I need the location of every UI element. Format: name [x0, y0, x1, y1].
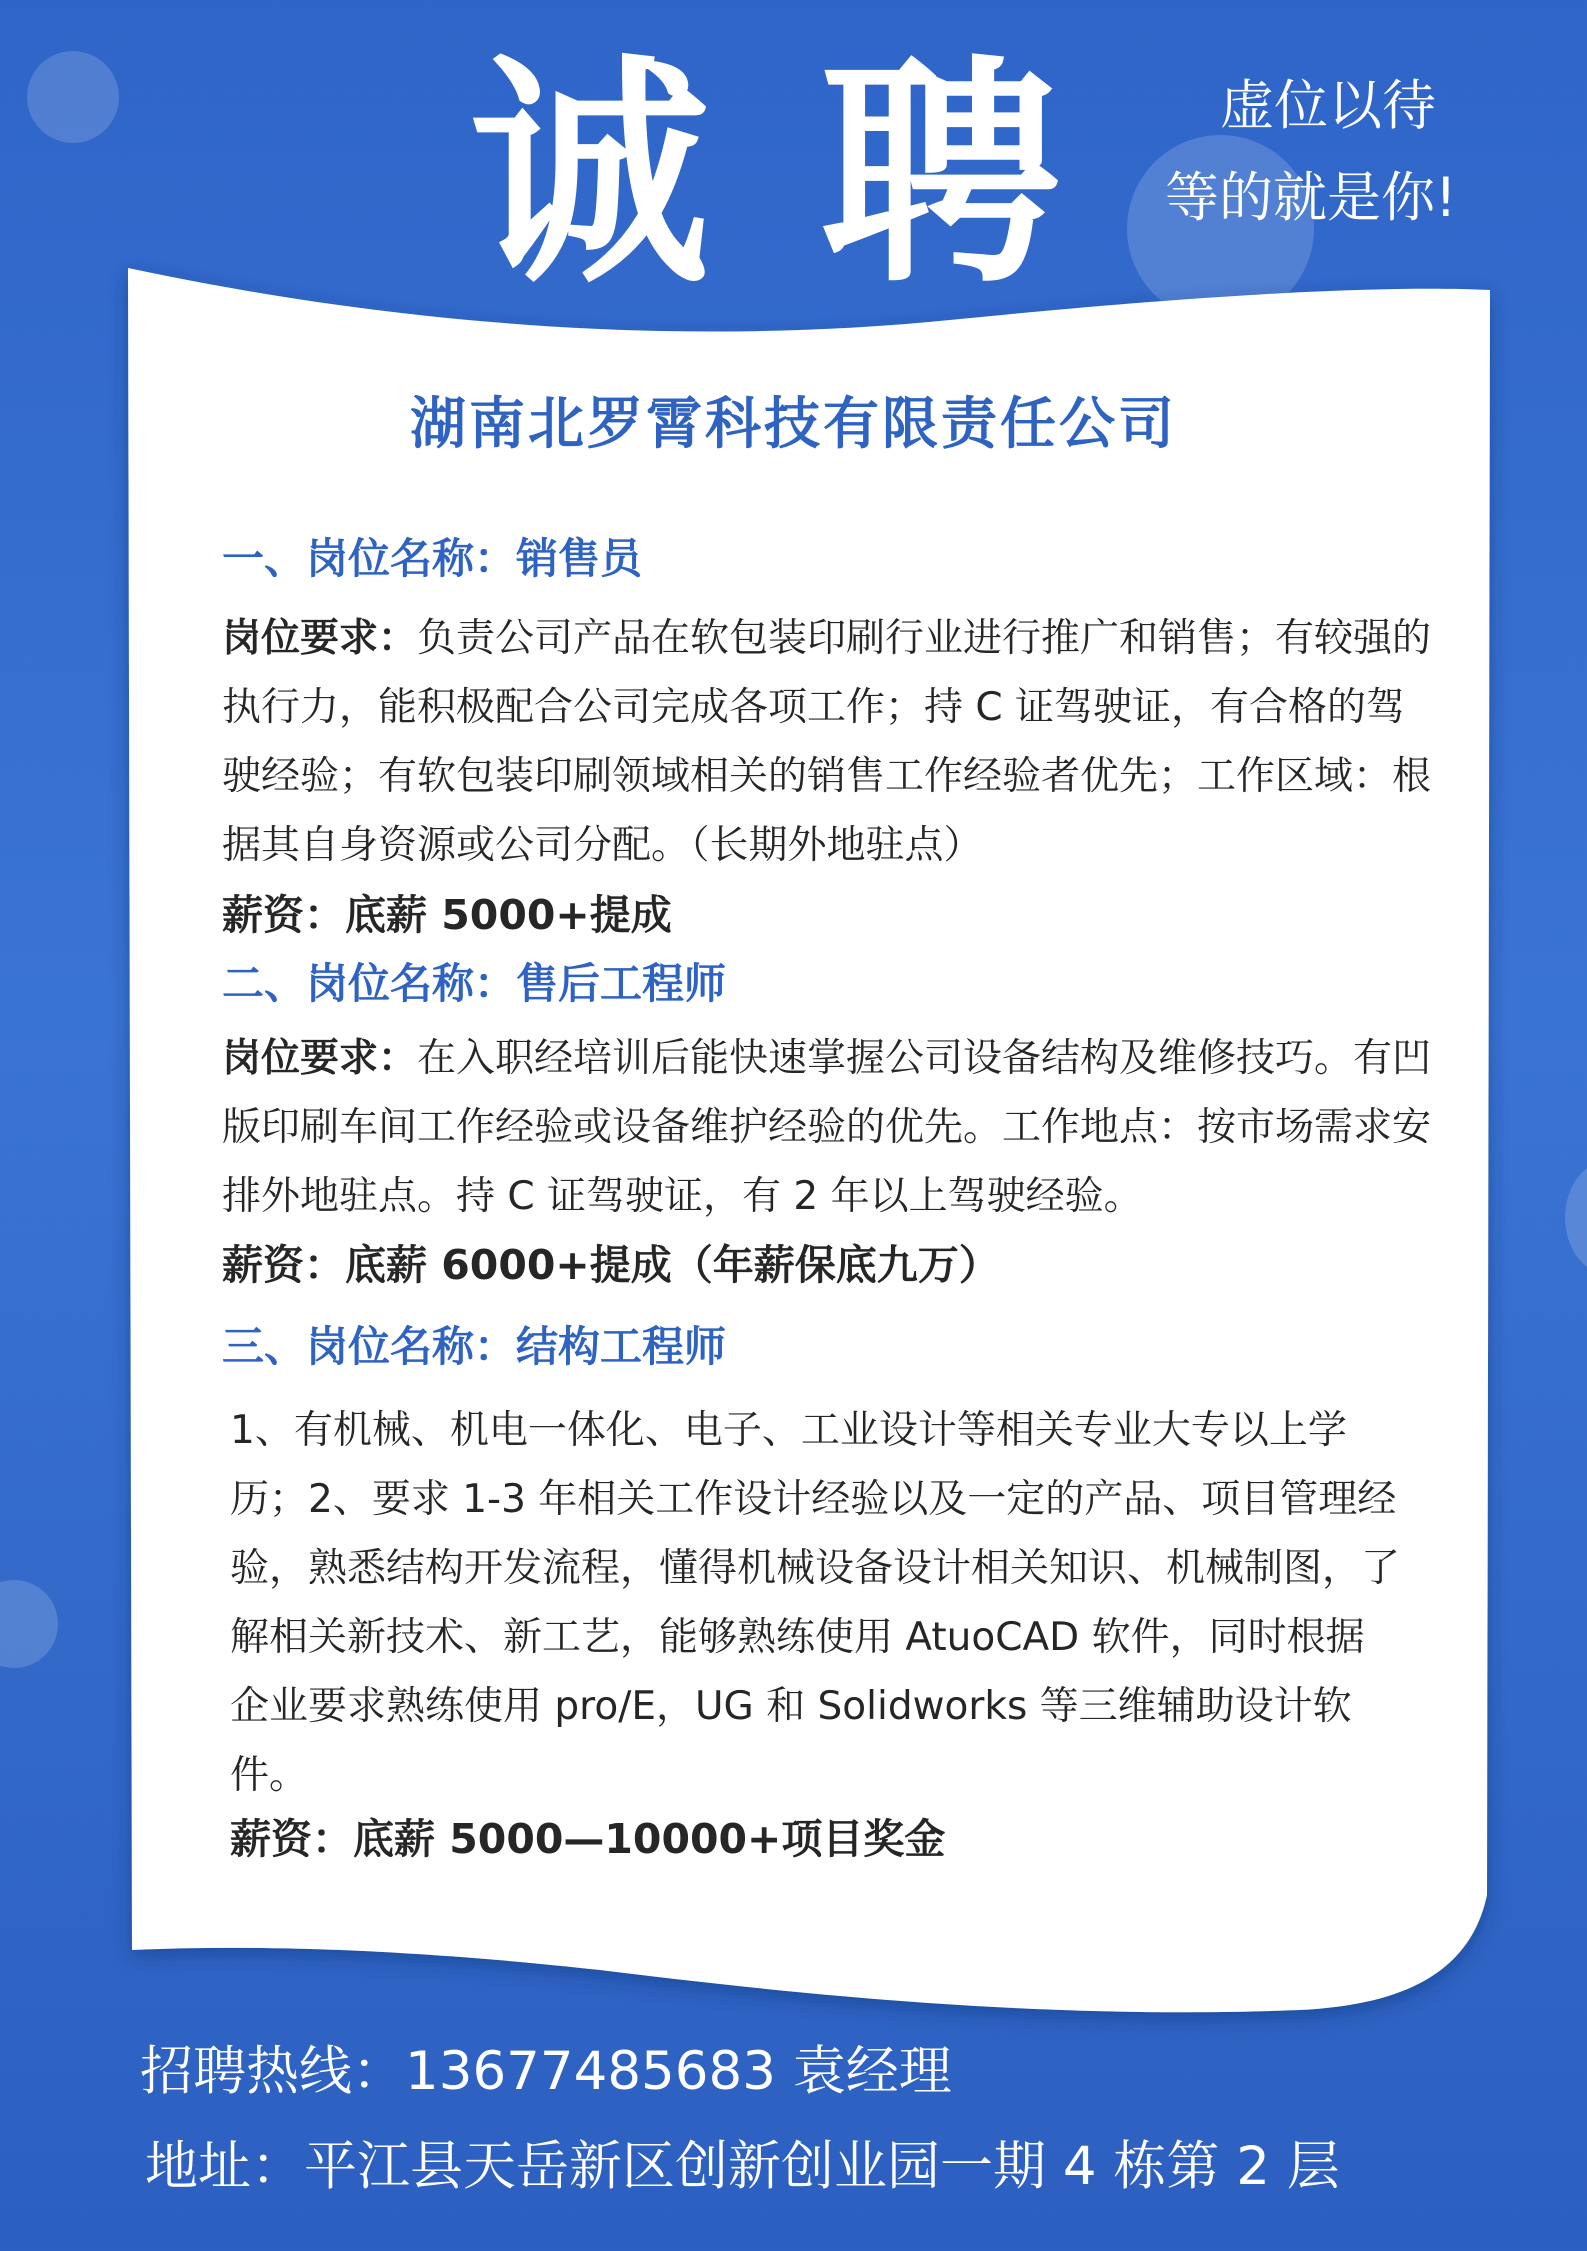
position-2-req-text: 在入职经培训后能快速掌握公司设备结构及维修技巧。有凹版印刷车间工作经验或设备维护经验的优先。工作地点：按市场需求安排外地驻点。持 C 证驾驶证，有 2 年以上驾驶经验。 — [222, 1036, 1432, 1219]
position-2-salary: 薪资：底薪 6000+提成（年薪保底九万） — [222, 1241, 1000, 1289]
position-3-title: 三、岗位名称：结构工程师 — [222, 1322, 727, 1371]
position-2-title: 二、岗位名称：售后工程师 — [222, 959, 727, 1008]
headline-char-2: 聘 — [820, 35, 1061, 315]
position-3-req-text: 1、有机械、机电一体化、电子、工业设计等相关专业大专以上学历；2、要求 1-3 年相关工作设计经验以及一定的产品、项目管理经验，熟悉结构开发流程，懂得机械设备设计相关知识、机械制图，了解相关新技术、新工艺，能够熟练使用 AtuoCAD 软件，同时根据企业要求熟练使用 pro/E，UG 和 Solidworks 等三维辅助设计软件。 — [230, 1408, 1401, 1798]
slogan-line-2: 等的就是你! — [1165, 166, 1457, 229]
position-1-req-label: 岗位要求： — [222, 616, 418, 661]
position-1-requirements — [222, 604, 1442, 880]
position-3-requirements — [230, 1396, 1400, 1810]
slogan-line-1: 虚位以待 — [1220, 74, 1436, 137]
position-2-requirements — [222, 1024, 1442, 1231]
position-1-salary: 薪资：底薪 5000+提成 — [222, 891, 672, 939]
company-name: 湖南北罗霄科技有限责任公司 — [410, 392, 1177, 457]
position-1-title: 一、岗位名称：销售员 — [222, 534, 643, 583]
position-3-salary: 薪资：底薪 5000—10000+项目奖金 — [230, 1815, 946, 1863]
company-address: 地址：平江县天岳新区创新创业园一期 4 栋第 2 层 — [145, 2136, 1340, 2197]
recruitment-hotline: 招聘热线：13677485683 袁经理 — [140, 2041, 952, 2102]
position-1-req-text: 负责公司产品在软包装印刷行业进行推广和销售；有较强的执行力，能积极配合公司完成各项工作；持 C 证驾驶证，有合格的驾驶经验；有软包装印刷领域相关的销售工作经验者优先；工作区域：根据其自身资源或公司分配。（长期外地驻点） — [222, 616, 1432, 868]
headline-char-1: 诚 — [470, 35, 711, 315]
position-2-req-label: 岗位要求： — [222, 1036, 418, 1081]
